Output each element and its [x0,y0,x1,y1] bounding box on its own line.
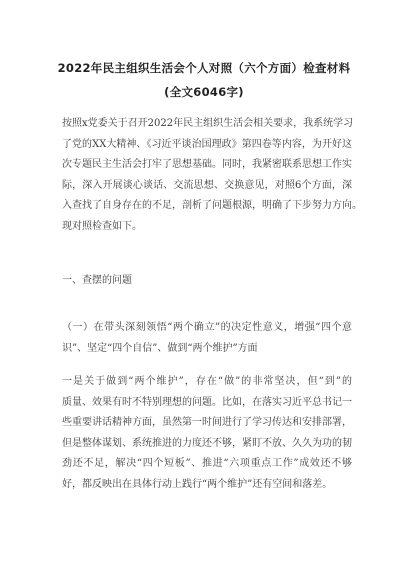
subsection-line: 识”、坚定“四个自信”、做到“两个维护”方面 [62,342,258,354]
document-word-count: (全文6046字) [164,85,244,99]
subsection-line: （一）在带头深刻领悟“两个确立”的决定性意义，增强“四个意 [62,322,352,333]
intro-line: 际，深入开展谈心谈话、交流思想、交换意见，对照6个方面，深 [62,179,352,191]
intro-line: 现对照检查如下。 [62,220,142,232]
intro-line: 入查找了自身存在的不足，剖析了问题根源，明确了下步努力方向。 [62,200,362,212]
section-heading-text: 一、查摆的问题 [62,275,132,286]
section-heading [62,271,352,292]
intro-line: 按照x党委关于召开2022年民主组织生活会相关要求，我系统学习 [62,118,354,129]
body-line: 但是整体谋划、系统推进的力度还不够，紧盯不放、久久为功的韧 [62,437,352,449]
document-title: 2022年民主组织生活会个人对照（六个方面）检查材料 [57,61,351,75]
intro-paragraph [62,114,362,238]
body-line: 些重要讲话精神方面，虽然第一时间进行了学习传达和安排部署， [62,417,352,429]
body-line: 一是关于做到“两个维护”，存在“做”的非常坚决，但“到”的 [62,376,352,387]
body-line: 质量、效果有时不特别理想的问题。比如，在落实习近平总书记一 [62,396,352,408]
body-paragraph [62,372,352,496]
body-line: 好，都反映出在具体行动上践行“两个维护”还有空间和落差。 [62,478,333,490]
body-line: 劲还不足，解决“四个短板”、推进“六项重点工作”成效还不够 [62,458,352,470]
intro-line: 了党的XX大精神、《习近平谈治国理政》第四卷等内容，为开好这 [62,138,352,150]
intro-line: 次专题民主生活会打牢了思想基础。同时，我紧密联系思想工作实 [62,159,352,171]
subsection-heading [62,318,352,359]
